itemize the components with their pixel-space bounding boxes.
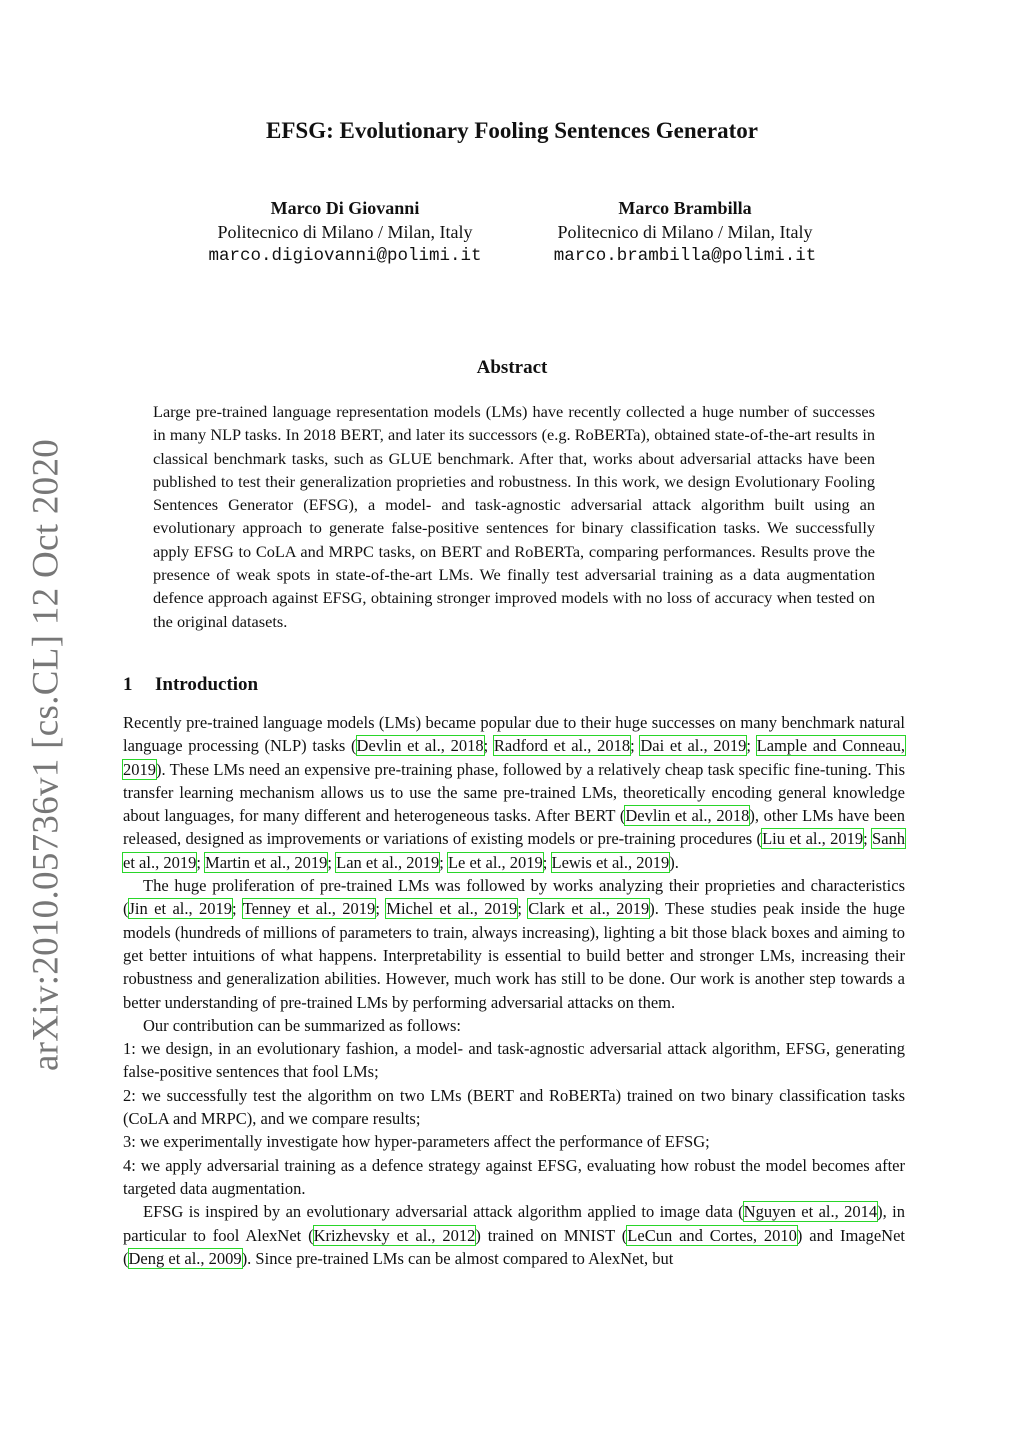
citation-link[interactable]: Jin et al., 2019	[128, 899, 233, 919]
intro-paragraph-1: Recently pre-trained language models (LMs) became popular due to their huge successes on many benchmark natural language processing (NLP) tasks (Devlin et al., 2018; Radford et al., 2018; Dai et al., 2019; Lample and Conneau, 2019). These LMs need an expensive pre-training phase, followed by a relatively cheap task specific fine-tuning. This transfer learning mechanism allows us to use the same pre-trained LMs, theoretically encoding general knowledge about languages, for many different and heterogeneous tasks. After BERT (Devlin et al., 2018), other LMs have been released, designed as improvements or variations of existing models or pre-training procedures (Liu et al., 2019; Sanh et al., 2019; Martin et al., 2019; Lan et al., 2019; Le et al., 2019; Lewis et al., 2019).	[123, 713, 906, 872]
citation-link[interactable]: Sanh et al., 2019	[123, 829, 906, 872]
section-title: Introduction	[155, 674, 259, 695]
author-block-2	[530, 196, 840, 268]
citation-link[interactable]: Devlin et al., 2018	[625, 806, 750, 826]
section-heading-introduction	[123, 674, 258, 696]
citation-link[interactable]: Liu et al., 2019	[762, 829, 864, 849]
contribution-item: 2: we successfully test the algorithm on two LMs (BERT and RoBERTa) trained on two binary classification tasks (CoLA and MRPC), and we compare results;	[123, 1085, 905, 1129]
citation-link[interactable]: Deng et al., 2009	[128, 1248, 242, 1268]
intro-paragraph-4: EFSG is inspired by an evolutionary adversarial attack algorithm applied to image data (Nguyen et al., 2014), in particular to fool AlexNet (Krizhevsky et al., 2012) trained on MNIST (LeCun and Cortes, 2010) and ImageNet (Deng et al., 2009). Since pre-trained LMs can be almost compared to AlexNet, but	[123, 1202, 906, 1268]
citation-link[interactable]: Michel et al., 2019	[386, 899, 518, 919]
intro-paragraph-3: Our contribution can be summarized as follows:	[143, 1015, 462, 1035]
contribution-item: 3: we experimentally investigate how hyper-parameters affect the performance of EFSG;	[123, 1132, 710, 1152]
author-name: Marco Brambilla	[618, 198, 752, 218]
citation-link[interactable]: Krizhevsky et al., 2012	[313, 1225, 476, 1245]
abstract-heading: Abstract	[476, 357, 548, 378]
section-number: 1	[123, 674, 133, 695]
contribution-item: 4: we apply adversarial training as a defence strategy against EFSG, evaluating how robust the model becomes after targeted data augmentation.	[123, 1155, 905, 1198]
author-affiliation: Politecnico di Milano / Milan, Italy	[217, 222, 473, 242]
author-affiliation: Politecnico di Milano / Milan, Italy	[557, 222, 813, 242]
citation-link[interactable]: Tenney et al., 2019	[242, 899, 376, 919]
arxiv-sidebar-stamp	[24, 438, 68, 1072]
intro-paragraph-2: The huge proliferation of pre-trained LMs was followed by works analyzing their proprieties and characteristics (Jin et al., 2019; Tenney et al., 2019; Michel et al., 2019; Clark et al., 2019). These studies peak inside the huge models (hundreds of millions of parameters to train, always increasing), lighting a bit those black boxes and aiming to get better intuitions of what happens. Interpretability is essential to build better and stronger LMs, increasing their robustness and generalization abilities. However, much work has still to be done. Our work is another step towards a better understanding of pre-trained LMs by performing adversarial attacks on them.	[123, 876, 905, 1012]
citation-link[interactable]: Lample and Conneau, 2019	[123, 736, 906, 779]
paper-title: EFSG: Evolutionary Fooling Sentences Generator	[266, 118, 758, 143]
citation-link[interactable]: Radford et al., 2018	[493, 736, 631, 756]
citation-link[interactable]: Martin et al., 2019	[205, 852, 328, 872]
citation-link[interactable]: Lewis et al., 2019	[551, 852, 670, 872]
citation-link[interactable]: Lan et al., 2019	[336, 852, 440, 872]
citation-link[interactable]: Dai et al., 2019	[640, 736, 747, 756]
citation-link[interactable]: LeCun and Cortes, 2010	[627, 1225, 797, 1245]
abstract-text: Large pre-trained language representation models (LMs) have recently collected a huge number of successes in many NLP tasks. In 2018 BERT, and later its successors (e.g. RoBERTa), obtained state-of-the-art results in classical benchmark tasks, such as GLUE benchmark. After that, works about adversarial attacks have been published to test their generalization proprieties and robustness. In this work, we design Evolutionary Fooling Sentences Generator (EFSG), a model- and task-agnostic adversarial attack algorithm built using an evolutionary approach to generate false-positive sentences for binary classification tasks. We successfully apply EFSG to CoLA and MRPC tasks, on BERT and RoBERTa, comparing performances. Results prove the presence of weak spots in state-of-the-art LMs. We finally test adversarial training as a data augmentation defence approach against EFSG, obtaining stronger improved models with no loss of accuracy when tested on the original datasets.	[153, 402, 875, 631]
introduction-body	[123, 711, 905, 1270]
author-email[interactable]: marco.brambilla@polimi.it	[553, 246, 817, 266]
citation-link[interactable]: Devlin et al., 2018	[356, 736, 484, 756]
arxiv-identifier: arXiv:2010.05736v1 [cs.CL] 12 Oct 2020	[25, 438, 67, 1072]
citation-link[interactable]: Clark et al., 2019	[528, 899, 650, 919]
citation-link[interactable]: Le et al., 2019	[447, 852, 543, 872]
author-email[interactable]: marco.digiovanni@polimi.it	[208, 246, 482, 266]
author-name: Marco Di Giovanni	[270, 198, 420, 218]
contribution-item: 1: we design, in an evolutionary fashion, a model- and task-agnostic adversarial attack algorithm, EFSG, generating false-positive sentences that fool LMs;	[123, 1039, 905, 1082]
citation-link[interactable]: Nguyen et al., 2014	[743, 1202, 878, 1222]
author-block-1	[185, 196, 505, 268]
